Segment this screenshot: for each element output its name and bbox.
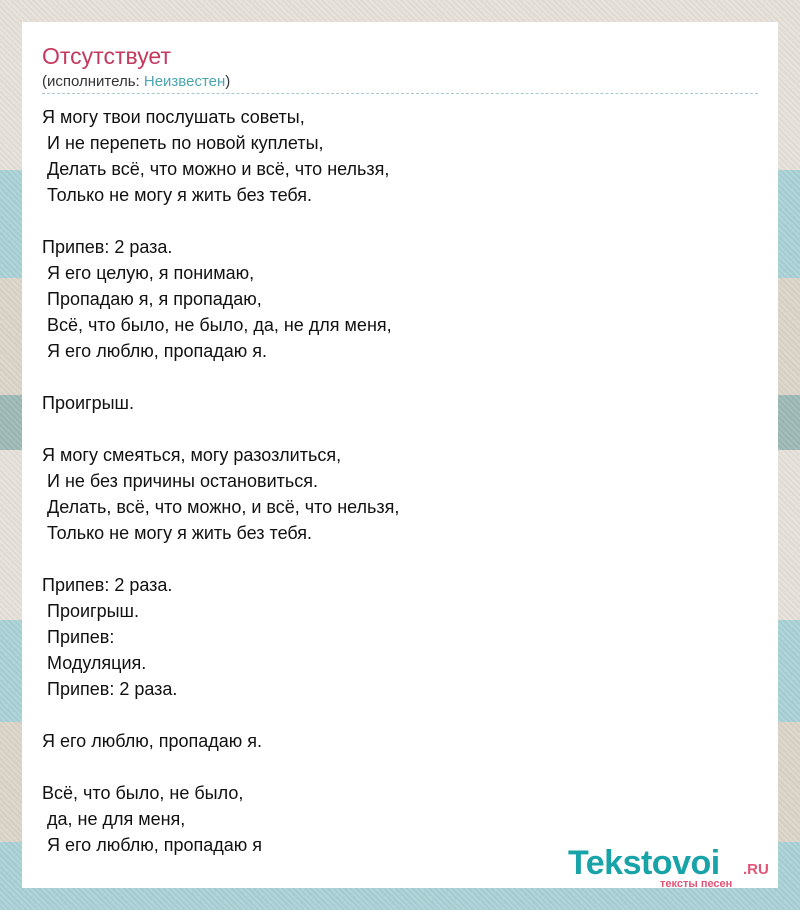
- logo-domain: .RU: [743, 861, 769, 878]
- song-title: Отсутствует: [42, 43, 171, 69]
- logo-wordmark: Tekstovoi: [568, 844, 720, 882]
- title-divider: [42, 93, 758, 94]
- lyrics-text: Я могу твои послушать советы, И не перепеть по новой куплеты, Делать всё, что можно и всё, что нельзя, Только не могу я жить без тебя. Припев: 2 раза. Я его целую, я понимаю, Пропадаю я, я пропадаю, Всё, что было, не было, да, не для меня, Я его люблю, пропадаю я. Проигрыш. Я могу смеяться, могу разозлиться, И не без причины остановиться. Делать, всё, что можно, и всё, что нельзя, Только не могу я жить без тебя. Припев: 2 раза. Проигрыш. Припев: Модуляция. Припев: 2 раза. Я его люблю, пропадаю я. Всё, что было, не было, да, не для меня, Я его люблю, пропадаю я: [42, 107, 400, 855]
- lyrics-card: [22, 22, 778, 888]
- artist-suffix: ): [225, 73, 231, 90]
- artist-link[interactable]: Неизвестен: [143, 73, 226, 90]
- artist-line: [42, 72, 230, 92]
- logo-subtitle: тексты песен: [660, 878, 733, 890]
- site-logo[interactable]: [568, 844, 778, 890]
- artist-prefix: (исполнитель:: [42, 73, 144, 90]
